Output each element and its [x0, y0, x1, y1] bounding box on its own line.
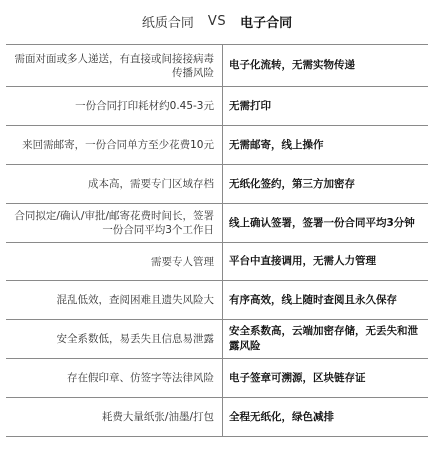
- table-row: [6, 165, 428, 204]
- paper-cell: 需面对面或多人递送，有直接或间接接病毒传播风险: [6, 45, 223, 86]
- electronic-cell: 无需打印: [229, 99, 271, 112]
- electronic-cell: 电子化流转，无需实物传递: [229, 59, 355, 71]
- paper-cell: 安全系数低，易丢失且信息易泄露: [6, 320, 223, 358]
- electronic-cell: 有序高效，线上随时查阅且永久保存: [229, 293, 397, 306]
- paper-cell: 混乱低效，查阅困难且遗失风险大: [6, 281, 223, 319]
- paper-contract-title: 纸质合同: [141, 15, 194, 31]
- paper-cell: 成本高，需要专门区域存档: [6, 165, 223, 203]
- paper-cell: 存在假印章、仿签字等法律风险: [6, 359, 223, 397]
- paper-cell: 一份合同打印耗材约0.45-3元: [6, 87, 223, 125]
- electronic-cell: 全程无纸化，绿色减排: [229, 410, 334, 423]
- paper-cell: 耗费大量纸张/油墨/打包: [6, 398, 223, 436]
- table-row: [6, 243, 428, 281]
- vs-label: VS: [207, 13, 227, 29]
- table-row: [6, 204, 428, 243]
- comparison-table: [6, 44, 428, 445]
- electronic-cell: 安全系数高，云端加密存储，无丢失和泄露风险: [229, 325, 418, 352]
- electronic-cell: 无纸化签约，第三方加密存: [229, 177, 355, 190]
- electronic-cell: 平台中直接调用，无需人力管理: [229, 255, 376, 267]
- table-row: [6, 45, 428, 87]
- electronic-cell: 无需邮寄，线上操作: [229, 138, 324, 151]
- table-row: [6, 398, 428, 437]
- electronic-contract-title: 电子合同: [240, 15, 293, 31]
- electronic-cell: 电子签章可溯源，区块链存证: [229, 371, 366, 384]
- table-row: [6, 359, 428, 398]
- paper-cell: 需要专人管理: [6, 243, 223, 280]
- table-row: [6, 126, 428, 165]
- paper-cell: 来回需邮寄，一份合同单方至少花费10元: [6, 126, 223, 164]
- table-row: [6, 281, 428, 320]
- comparison-header: [0, 8, 434, 34]
- table-row: [6, 320, 428, 359]
- paper-cell: 合同拟定/确认/审批/邮寄花费时间长，签署一份合同平均3个工作日: [6, 204, 223, 242]
- electronic-cell: 线上确认签署，签署一份合同平均3分钟: [229, 216, 415, 229]
- table-row: [6, 87, 428, 126]
